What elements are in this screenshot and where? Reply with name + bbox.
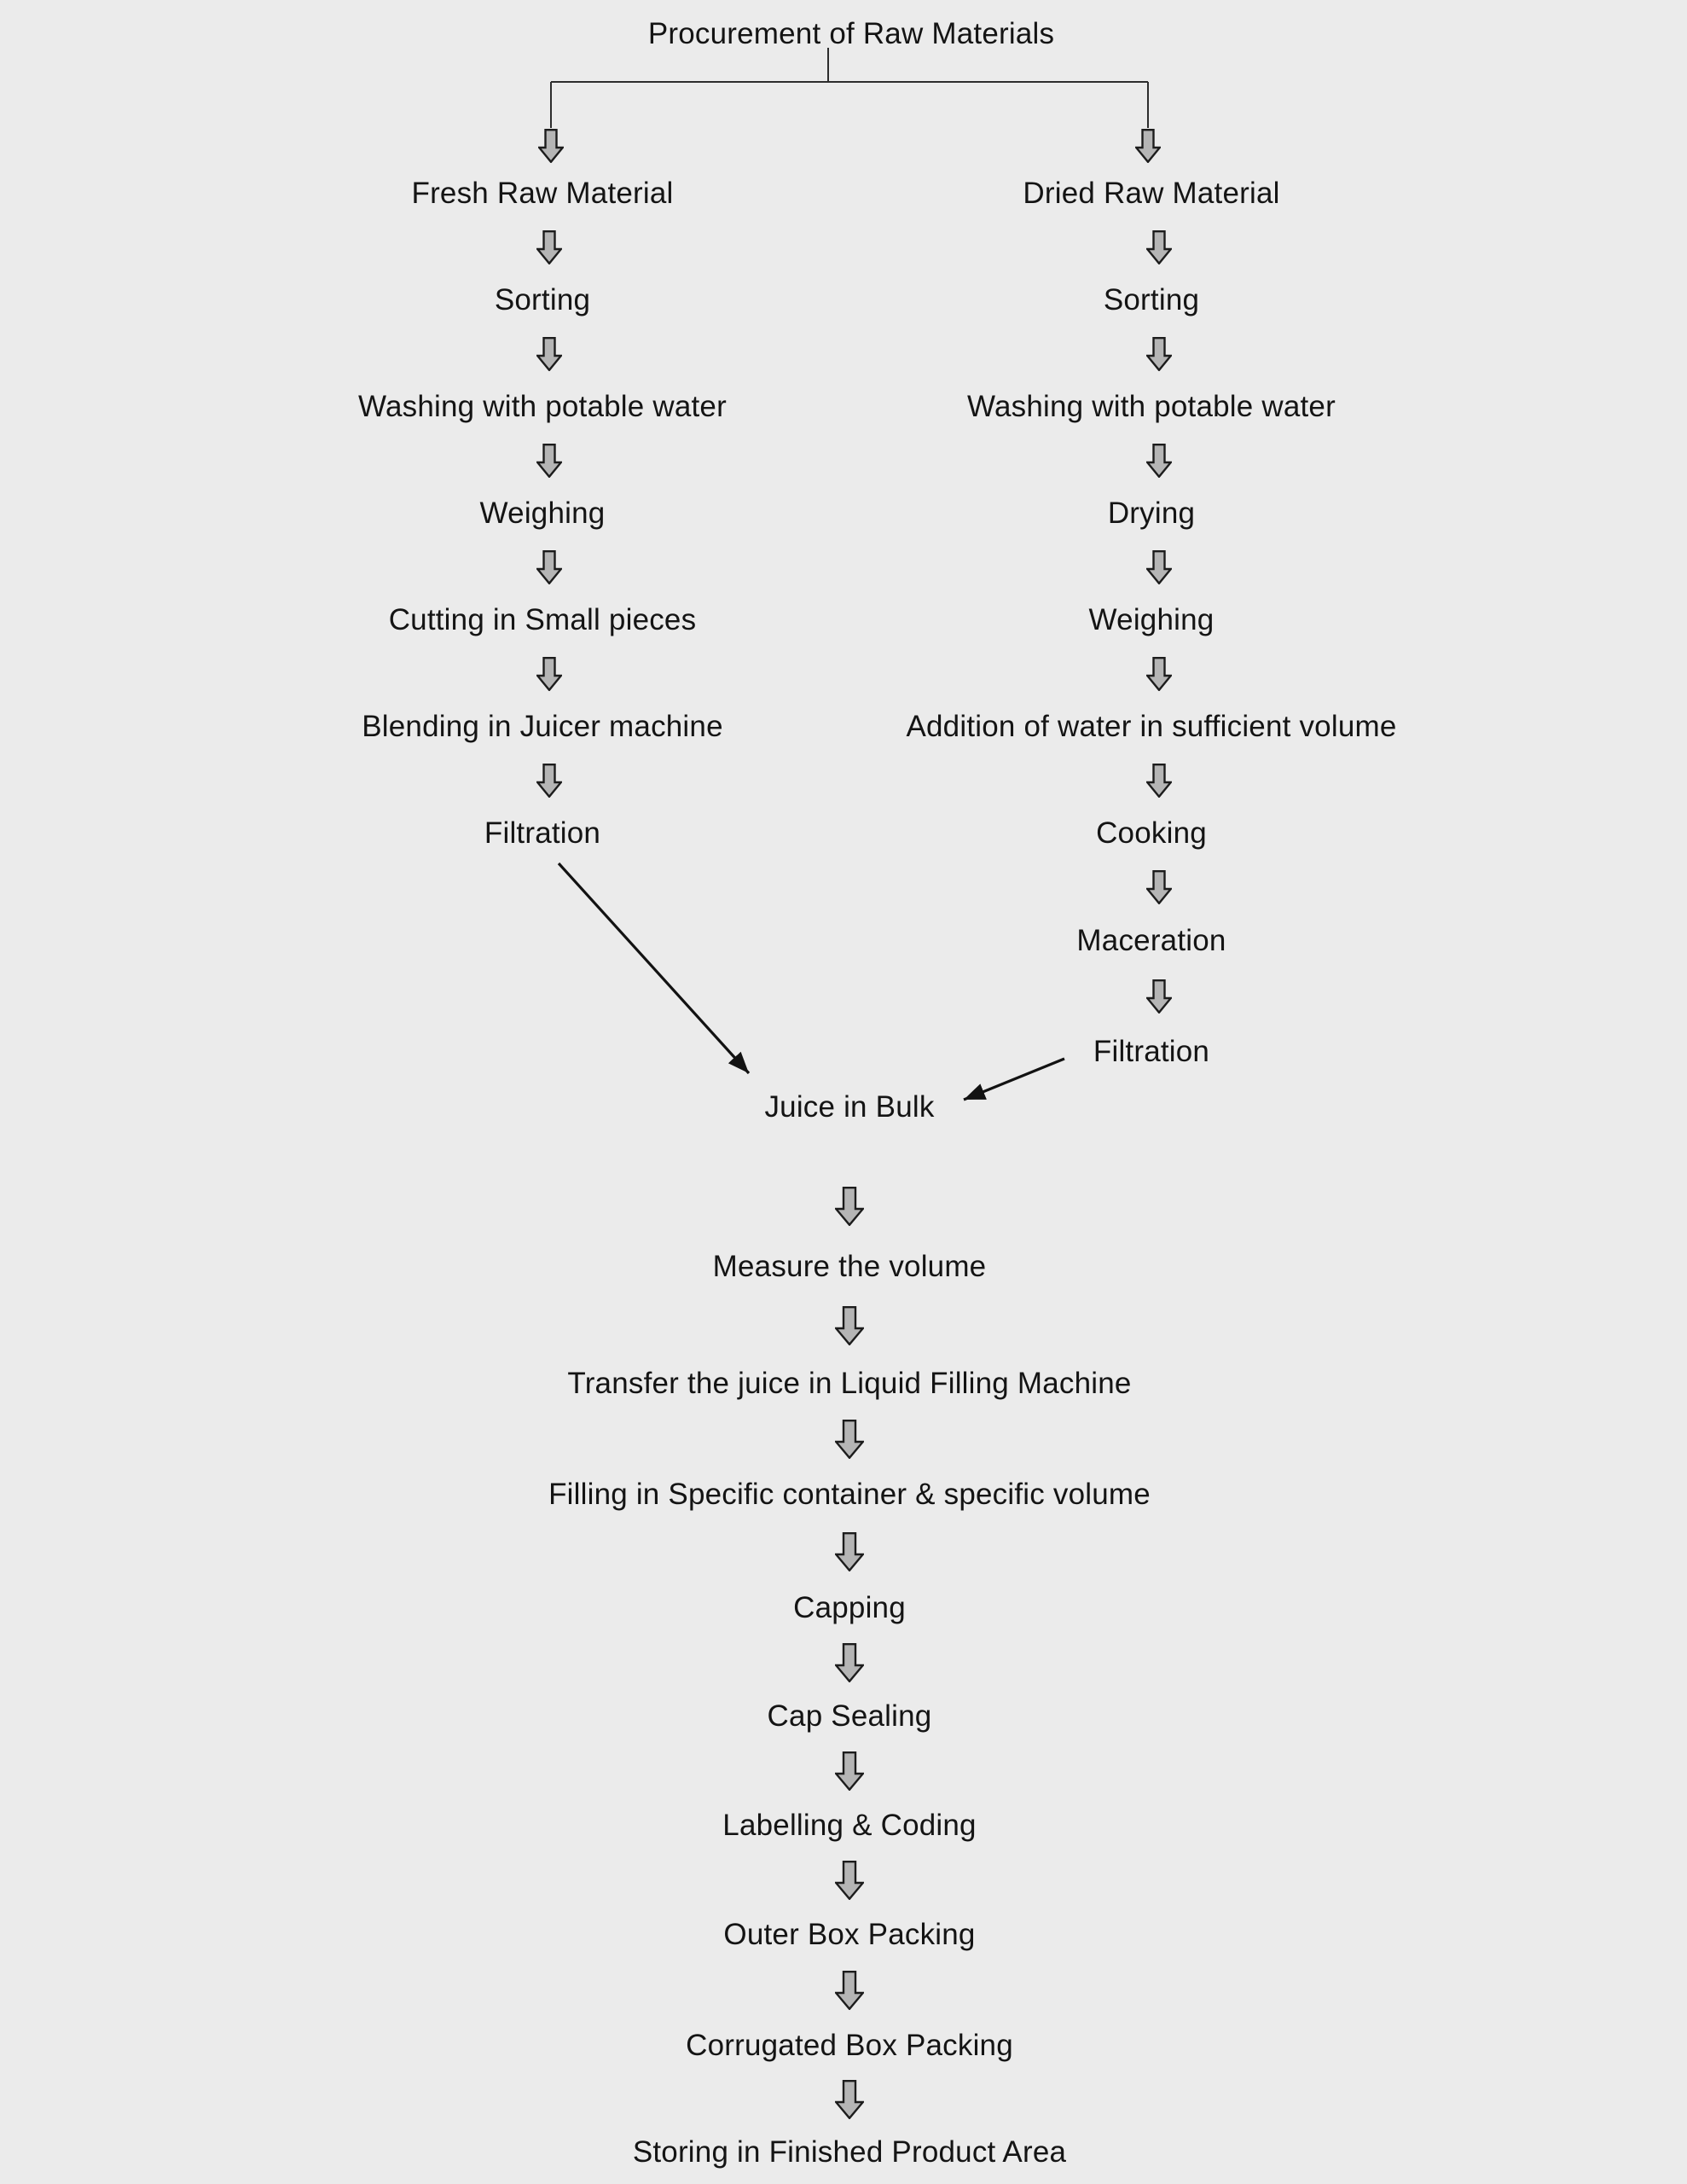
node-right-drying: Drying [1107,496,1196,530]
node-outer-box-packing: Outer Box Packing [723,1917,976,1951]
down-block-arrow-icon [1146,230,1172,264]
node-title: Procurement of Raw Materials [647,16,1055,50]
node-left-washing-with-potable-water: Washing with potable water [358,389,727,423]
down-block-arrow-icon [1146,337,1172,371]
down-block-arrow-icon [1146,444,1172,478]
down-block-arrow-icon [1146,550,1172,584]
down-block-arrow-icon [1146,657,1172,691]
node-right-washing-with-potable-water: Washing with potable water [967,389,1336,423]
node-filling-in-specific-container-specific-volume: Filling in Specific container & specific volume [548,1477,1151,1511]
down-block-arrow-icon [1146,870,1172,904]
node-left-weighing: Weighing [479,496,606,530]
down-block-arrow-icon [536,764,562,798]
right-merge-arrow-icon [964,1059,1064,1100]
node-capping: Capping [793,1590,906,1624]
down-block-arrow-icon [536,657,562,691]
down-block-arrow-icon [835,1861,864,1900]
down-block-arrow-icon [835,1643,864,1682]
node-right-filtration: Filtration [1093,1034,1210,1068]
node-right-dried-raw-material: Dried Raw Material [1023,176,1280,210]
down-block-arrow-icon [536,550,562,584]
down-block-arrow-icon [536,337,562,371]
down-block-arrow-icon [835,2080,864,2119]
down-block-arrow-icon [835,1187,864,1226]
down-block-arrow-icon [536,230,562,264]
down-block-arrow-icon [1135,129,1161,163]
left-merge-arrow-icon [559,863,749,1073]
down-block-arrow-icon [1146,764,1172,798]
node-juice-in-bulk: Juice in Bulk [764,1089,935,1124]
node-right-weighing: Weighing [1088,602,1215,636]
node-left-cutting-in-small-pieces: Cutting in Small pieces [388,602,697,636]
branch-connector-line [551,48,1148,128]
node-cap-sealing: Cap Sealing [767,1699,932,1733]
node-left-fresh-raw-material: Fresh Raw Material [411,176,674,210]
down-block-arrow-icon [835,1420,864,1459]
node-labelling-coding: Labelling & Coding [722,1808,977,1842]
node-transfer-the-juice-in-liquid-filling-machine: Transfer the juice in Liquid Filling Machine [567,1366,1132,1400]
node-corrugated-box-packing: Corrugated Box Packing [686,2028,1013,2062]
down-block-arrow-icon [835,1751,864,1791]
node-left-blending-in-juicer-machine: Blending in Juicer machine [362,709,723,743]
down-block-arrow-icon [835,1532,864,1571]
down-block-arrow-icon [536,444,562,478]
node-right-cooking: Cooking [1096,816,1207,850]
node-left-sorting: Sorting [494,282,591,317]
down-block-arrow-icon [538,129,564,163]
node-right-maceration: Maceration [1076,923,1226,957]
node-left-filtration: Filtration [484,816,601,850]
node-storing-in-finished-product-area: Storing in Finished Product Area [632,2135,1067,2169]
down-block-arrow-icon [1146,979,1172,1014]
down-block-arrow-icon [835,1971,864,2010]
down-block-arrow-icon [835,1306,864,1345]
node-right-addition-of-water-in-sufficient-volume: Addition of water in sufficient volume [906,709,1397,743]
node-measure-the-volume: Measure the volume [712,1249,987,1283]
node-right-sorting: Sorting [1103,282,1200,317]
